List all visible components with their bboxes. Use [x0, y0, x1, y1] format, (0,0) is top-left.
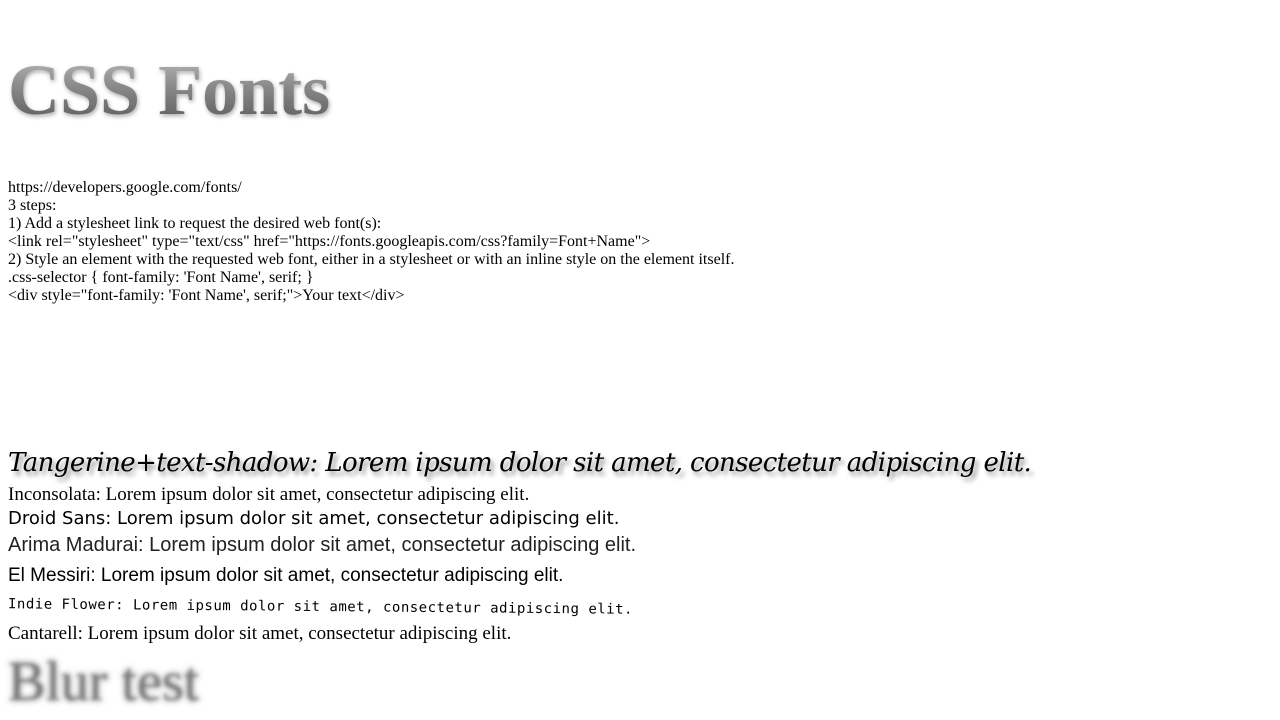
- page-title: CSS Fonts: [8, 50, 331, 130]
- sample-el-messiri: El Messiri: Lorem ipsum dolor sit amet, consectetur adipiscing elit.: [8, 565, 564, 586]
- step-1-code: <link rel="stylesheet" type="text/css" href="https://fonts.googleapis.com/css?family=Font+Name">: [8, 233, 651, 250]
- sample-cantarell: Cantarell: Lorem ipsum dolor sit amet, consectetur adipiscing elit.: [8, 623, 512, 644]
- blur-test-text: Blur test: [8, 651, 200, 713]
- step-2-inline-code: <div style="font-family: 'Font Name', serif;">Your text</div>: [8, 287, 405, 304]
- sample-inconsolata: Inconsolata: Lorem ipsum dolor sit amet, consectetur adipiscing elit.: [8, 484, 530, 505]
- fonts-url-line: https://developers.google.com/fonts/: [8, 179, 242, 196]
- sample-droid-sans: Droid Sans: Lorem ipsum dolor sit amet, consectetur adipiscing elit.: [8, 508, 620, 529]
- sample-arima-madurai: Arima Madurai: Lorem ipsum dolor sit amet, consectetur adipiscing elit.: [8, 534, 637, 556]
- steps-heading: 3 steps:: [8, 197, 57, 214]
- step-2-text: 2) Style an element with the requested web font, either in a stylesheet or with an inline style on the element itself.: [8, 251, 735, 268]
- sample-tangerine: Tangerine+text-shadow: Lorem ipsum dolor sit amet, consectetur adipiscing elit.: [8, 448, 1032, 478]
- step-1-text: 1) Add a stylesheet link to request the desired web font(s):: [8, 215, 382, 232]
- instructions-block: [8, 179, 734, 305]
- sample-indie-flower: Indie Flower: Lorem ipsum dolor sit amet, consectetur adipiscing elit.: [7, 596, 634, 618]
- step-2-css-code: .css-selector { font-family: 'Font Name', serif; }: [8, 269, 314, 286]
